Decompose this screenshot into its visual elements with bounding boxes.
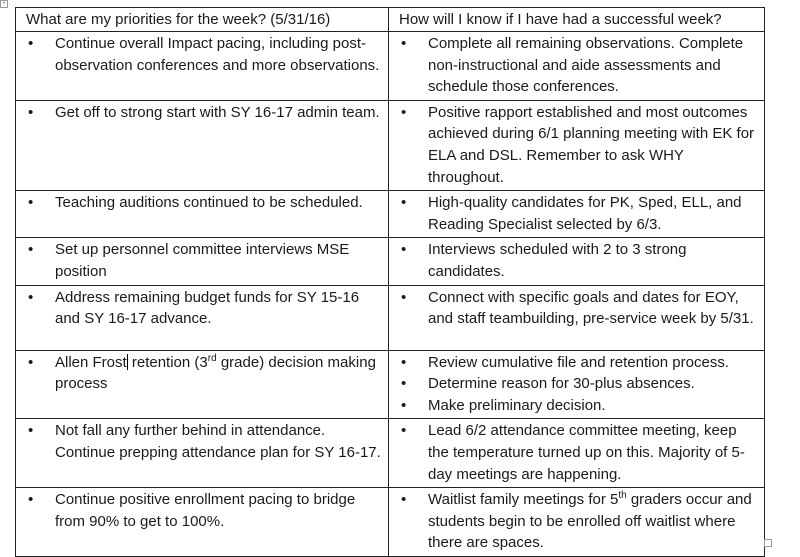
table-row: [16, 191, 765, 238]
table-row: [16, 32, 765, 101]
bullet-item: • Determine reason for 30-plus absences.: [399, 373, 758, 395]
priority-cell[interactable]: [16, 191, 389, 238]
success-cell[interactable]: [389, 100, 765, 190]
bullet-item: [399, 489, 758, 554]
bullet-item: • Positive rapport established and most outcomes achieved during 6/1 planning meeting with EK for ELA and DSL. Remember to ask WHY throughout.: [399, 102, 758, 188]
bullet-item: • Lead 6/2 attendance committee meeting, keep the temperature turned up on this. Majority of 5-day meetings are happening.: [399, 420, 758, 485]
table-header-row: [16, 8, 765, 32]
bullet-item: • Make preliminary decision.: [399, 395, 758, 417]
success-cell[interactable]: [389, 285, 765, 350]
bullet-item: • Get off to strong start with SY 16-17 admin team.: [26, 102, 382, 124]
bullet-item: • Teaching auditions continued to be scheduled.: [26, 192, 382, 214]
ordinal-suffix: rd: [207, 352, 217, 364]
bullet-item: • Complete all remaining observations. Complete non-instructional and aide assessments and schedule those conferences.: [399, 33, 758, 98]
bullet-item: • Review cumulative file and retention process.: [399, 352, 758, 374]
success-cell[interactable]: [389, 32, 765, 101]
table-row: [16, 488, 765, 557]
table-row: [16, 350, 765, 419]
bullet-item: • Not fall any further behind in attendance. Continue prepping attendance plan for SY 16-17.: [26, 420, 382, 463]
table-row: [16, 238, 765, 285]
success-cell[interactable]: [389, 419, 765, 488]
priority-cell[interactable]: [16, 100, 389, 190]
priority-text-part: retention (3: [127, 353, 208, 371]
success-cell[interactable]: [389, 488, 765, 557]
priority-text-part: grade) decision making process: [55, 353, 376, 393]
table-row: [16, 419, 765, 488]
bullet-item: • Continue positive enrollment pacing to bridge from 90% to get to 100%.: [26, 489, 382, 532]
bullet-item: [26, 352, 382, 395]
weekly-priorities-table: [15, 7, 765, 557]
success-cell[interactable]: [389, 191, 765, 238]
student-name: Allen Frost: [55, 353, 127, 371]
table-resize-handle-icon[interactable]: [764, 539, 772, 547]
bullet-item: • High-quality candidates for PK, Sped, ELL, and Reading Specialist selected by 6/3.: [399, 192, 758, 235]
bullet-item: • Interviews scheduled with 2 to 3 strong candidates.: [399, 239, 758, 282]
priority-cell[interactable]: [16, 350, 389, 419]
table-row: [16, 100, 765, 190]
table-move-handle-icon[interactable]: +: [0, 0, 8, 8]
table-row: [16, 285, 765, 350]
bullet-item: • Set up personnel committee interviews MSE position: [26, 239, 382, 282]
bullet-item: • Address remaining budget funds for SY 15-16 and SY 16-17 advance.: [26, 287, 382, 330]
success-text-part: graders occur and students begin to be enrolled off waitlist where there are spaces.: [428, 491, 752, 552]
priority-cell[interactable]: [16, 419, 389, 488]
bullet-item: • Connect with specific goals and dates for EOY, and staff teambuilding, pre-service week by 5/31.: [399, 287, 758, 330]
success-cell[interactable]: [389, 350, 765, 419]
success-text-part: Waitlist family meetings for 5: [428, 491, 619, 509]
priority-cell[interactable]: [16, 32, 389, 101]
success-cell[interactable]: [389, 238, 765, 285]
bullet-item: • Continue overall Impact pacing, including post-observation conferences and more observations.: [26, 33, 382, 76]
priority-cell[interactable]: [16, 238, 389, 285]
ordinal-suffix: th: [618, 490, 627, 502]
priority-cell[interactable]: [16, 285, 389, 350]
header-priorities: What are my priorities for the week? (5/31/16): [16, 8, 389, 32]
header-success: How will I know if I have had a successful week?: [389, 8, 765, 32]
priority-cell[interactable]: [16, 488, 389, 557]
